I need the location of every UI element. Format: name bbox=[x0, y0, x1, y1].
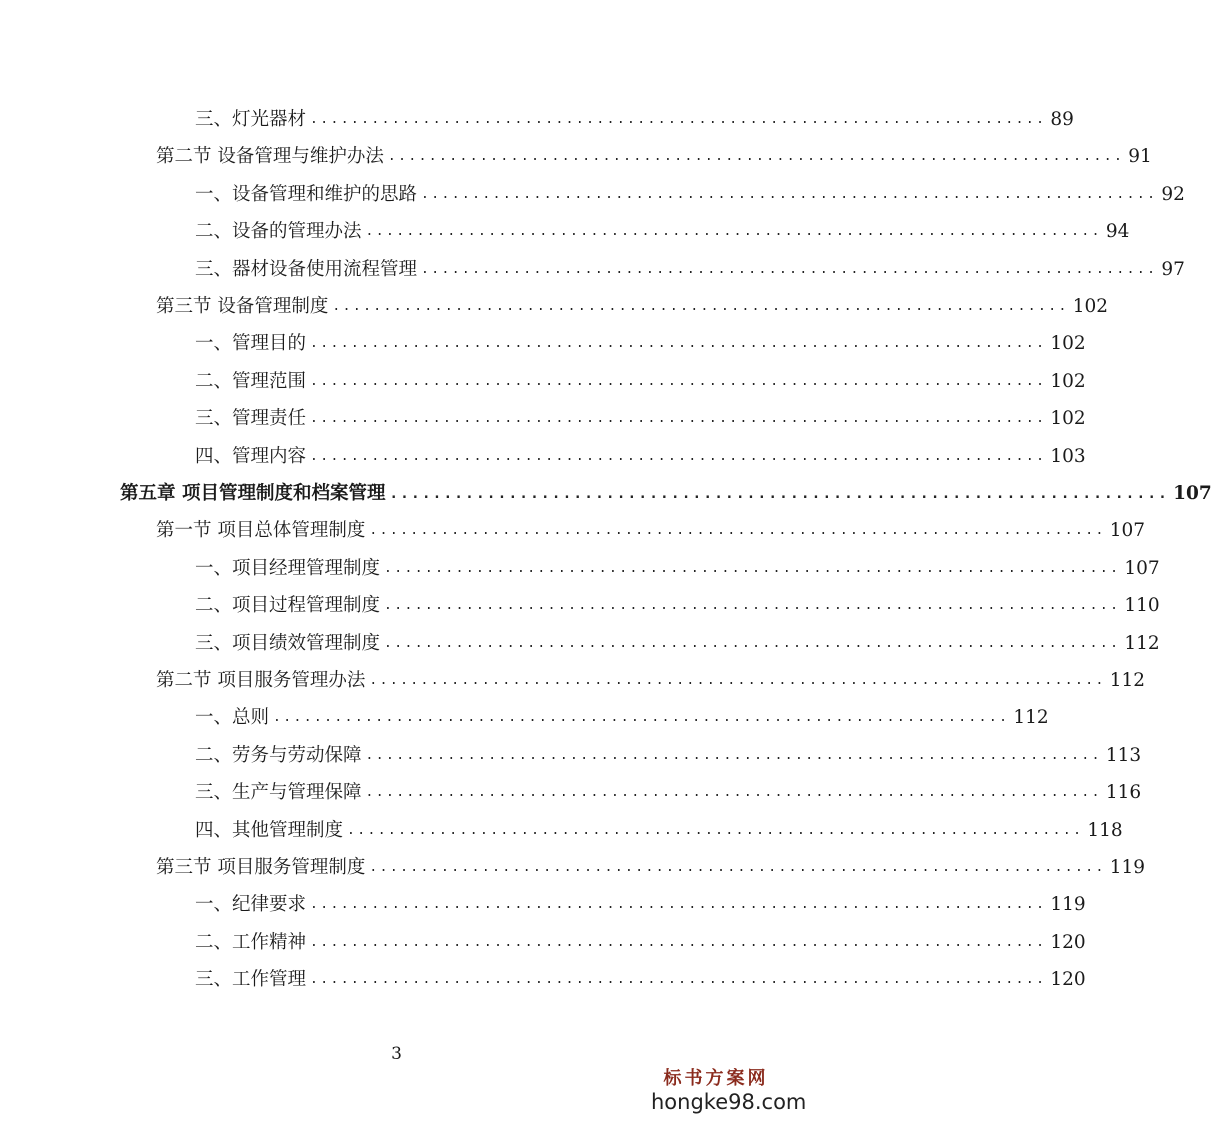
toc-entry[interactable] bbox=[195, 444, 1086, 470]
toc-entry-title: 第五章 项目管理制度和档案管理 bbox=[120, 483, 386, 504]
toc-entry-title: 第三节 项目服务管理制度 bbox=[156, 857, 366, 878]
toc-entry-title: 四、其他管理制度 bbox=[195, 819, 344, 841]
toc-entry[interactable] bbox=[195, 631, 1160, 657]
toc-entry-page: 103 bbox=[1050, 445, 1086, 467]
dot-leader: ........................................................................ bbox=[310, 336, 1047, 352]
dot-leader: ........................................................................ bbox=[365, 785, 1102, 801]
toc-entry-page: 102 bbox=[1050, 370, 1086, 392]
toc-entry-title: 二、管理范围 bbox=[195, 370, 307, 392]
toc-entry-page: 107 bbox=[1124, 557, 1160, 579]
toc-entry-page: 113 bbox=[1105, 744, 1142, 766]
toc-entry-title: 二、劳务与劳动保障 bbox=[195, 744, 362, 766]
toc-entry-title: 第二节 项目服务管理办法 bbox=[156, 670, 366, 691]
toc-entry-page: 110 bbox=[1124, 595, 1160, 617]
toc-entry-page: 107 bbox=[1173, 483, 1212, 504]
watermark-chinese-text: 标书方案网 bbox=[663, 1068, 769, 1089]
toc-entry[interactable] bbox=[195, 743, 1142, 769]
toc-entry-title: 三、生产与管理保障 bbox=[195, 782, 362, 804]
toc-entry-page: 112 bbox=[1124, 632, 1160, 654]
dot-leader: ........................................................................ bbox=[387, 149, 1125, 165]
toc-entry[interactable] bbox=[195, 331, 1086, 357]
dot-leader: ........................................................................ bbox=[332, 299, 1069, 314]
dot-leader: ........................................................................ bbox=[365, 224, 1102, 240]
toc-entry[interactable] bbox=[195, 892, 1086, 918]
toc-entry-title: 第二节 设备管理与维护办法 bbox=[156, 146, 384, 168]
toc-entry-title: 一、纪律要求 bbox=[195, 894, 307, 916]
dot-leader: ........................................................................ bbox=[384, 635, 1121, 651]
toc-entry[interactable] bbox=[156, 518, 1146, 544]
dot-leader: ........................................................................ bbox=[310, 448, 1047, 464]
dot-leader: ........................................................................ bbox=[369, 523, 1106, 539]
toc-entry[interactable] bbox=[195, 369, 1086, 395]
dot-leader: ........................................................................ bbox=[365, 747, 1102, 763]
toc-entry-title: 第三节 设备管理制度 bbox=[156, 296, 329, 317]
dot-leader: ........................................................................ bbox=[347, 822, 1084, 838]
toc-entry[interactable] bbox=[156, 144, 1152, 170]
toc-entry-title: 一、总则 bbox=[195, 707, 270, 729]
toc-entry-page: 119 bbox=[1109, 857, 1146, 878]
dot-leader: ........................................................................ bbox=[389, 486, 1170, 502]
toc-entry-page: 91 bbox=[1128, 146, 1152, 168]
dot-leader: ........................................................................ bbox=[421, 261, 1158, 277]
toc-entry-page: 102 bbox=[1050, 408, 1086, 430]
dot-leader: ........................................................................ bbox=[384, 598, 1121, 614]
toc-entry[interactable] bbox=[195, 107, 1074, 133]
watermark-url-text: hongke98.com bbox=[651, 1090, 807, 1114]
toc-entry-title: 三、器材设备使用流程管理 bbox=[195, 258, 418, 280]
toc-entry-page: 107 bbox=[1109, 520, 1146, 542]
toc-entry[interactable] bbox=[195, 257, 1185, 283]
toc-entry-title: 三、灯光器材 bbox=[195, 109, 307, 130]
toc-entry[interactable] bbox=[195, 182, 1185, 208]
toc-entry[interactable] bbox=[195, 818, 1123, 844]
toc-entry-page: 112 bbox=[1109, 670, 1146, 691]
dot-leader: ........................................................................ bbox=[369, 673, 1106, 688]
toc-entry-page: 97 bbox=[1161, 258, 1185, 280]
dot-leader: ........................................................................ bbox=[384, 560, 1121, 576]
toc-entry-page: 102 bbox=[1072, 296, 1109, 317]
toc-entry-page: 116 bbox=[1105, 782, 1142, 804]
toc-entry[interactable] bbox=[156, 294, 1109, 320]
dot-leader: ........................................................................ bbox=[310, 897, 1047, 913]
toc-entry-title: 一、管理目的 bbox=[195, 333, 307, 355]
toc-entry-page: 89 bbox=[1050, 109, 1074, 130]
watermark-logo bbox=[651, 1068, 807, 1114]
toc-entry-page: 94 bbox=[1105, 221, 1130, 243]
toc-entry-page: 120 bbox=[1050, 969, 1086, 991]
dot-leader: ........................................................................ bbox=[310, 112, 1047, 127]
toc-entry-title: 三、工作管理 bbox=[195, 969, 307, 991]
page-number: 3 bbox=[391, 1044, 402, 1064]
toc-entry-title: 四、管理内容 bbox=[195, 445, 307, 467]
toc-entry[interactable] bbox=[195, 705, 1049, 731]
dot-leader: ........................................................................ bbox=[310, 411, 1047, 427]
toc-entry-title: 一、项目经理管理制度 bbox=[195, 557, 381, 579]
dot-leader: ........................................................................ bbox=[421, 186, 1158, 202]
toc-entry[interactable] bbox=[195, 219, 1130, 245]
dot-leader: ........................................................................ bbox=[310, 373, 1047, 389]
dot-leader: ........................................................................ bbox=[273, 710, 1010, 726]
dot-leader: ........................................................................ bbox=[369, 860, 1106, 875]
toc-entry-title: 二、项目过程管理制度 bbox=[195, 595, 381, 617]
dot-leader: ........................................................................ bbox=[310, 972, 1047, 988]
toc-entry[interactable] bbox=[195, 967, 1086, 993]
toc-entry-page: 92 bbox=[1161, 183, 1185, 205]
toc-entry-page: 119 bbox=[1050, 894, 1086, 916]
toc-entry-title: 二、工作精神 bbox=[195, 931, 307, 953]
toc-entry-chapter[interactable] bbox=[120, 481, 1212, 507]
toc-entry[interactable] bbox=[156, 855, 1146, 881]
toc-entry[interactable] bbox=[195, 406, 1086, 432]
toc-entry-page: 118 bbox=[1087, 819, 1123, 841]
toc-entry[interactable] bbox=[195, 556, 1160, 582]
toc-entry-page: 112 bbox=[1013, 707, 1049, 729]
toc-entry[interactable] bbox=[195, 930, 1086, 956]
toc-entry-title: 第一节 项目总体管理制度 bbox=[156, 520, 366, 542]
toc-entry-page: 102 bbox=[1050, 333, 1086, 355]
toc-entry-title: 三、管理责任 bbox=[195, 408, 307, 430]
toc-entry-page: 120 bbox=[1050, 931, 1086, 953]
toc-entry-title: 三、项目绩效管理制度 bbox=[195, 632, 381, 654]
dot-leader: ........................................................................ bbox=[310, 934, 1047, 950]
toc-entry[interactable] bbox=[195, 780, 1142, 806]
toc-entry[interactable] bbox=[156, 668, 1146, 694]
toc-entry-title: 二、设备的管理办法 bbox=[195, 221, 362, 243]
toc-entry[interactable] bbox=[195, 593, 1160, 619]
toc-entry-title: 一、设备管理和维护的思路 bbox=[195, 183, 418, 205]
